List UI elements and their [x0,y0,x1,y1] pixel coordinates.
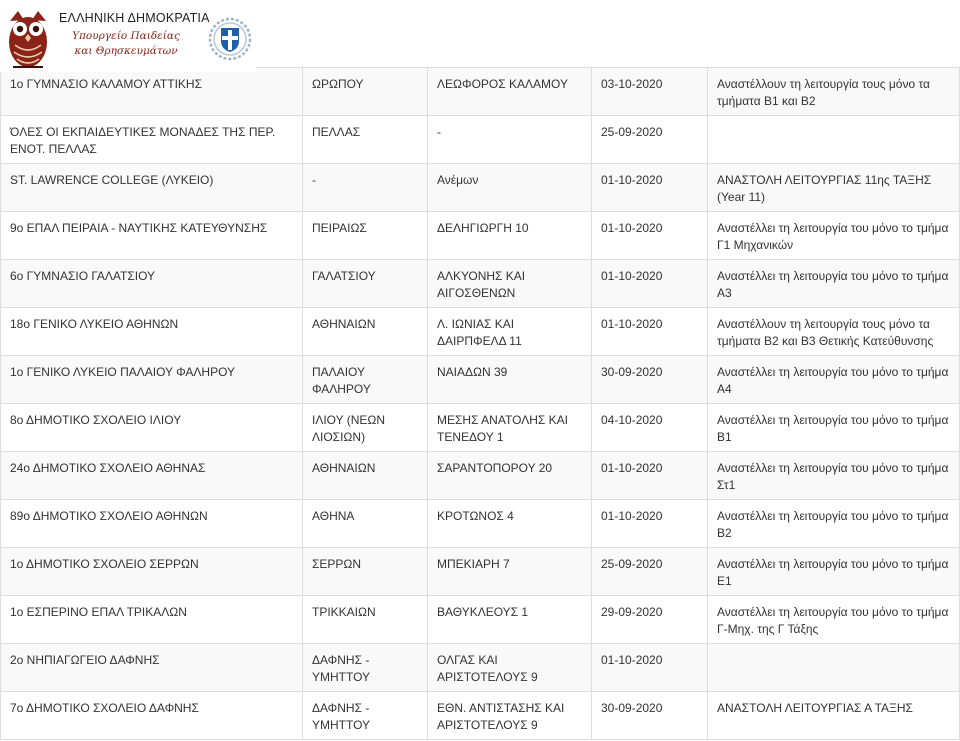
municipality-cell: ΠΑΛΑΙΟΥ ΦΑΛΗΡΟΥ [303,356,428,404]
municipality-cell: ΠΕΛΛΑΣ [303,116,428,164]
municipality-cell: ΑΘΗΝΑΙΩΝ [303,308,428,356]
note-cell: ΑΝΑΣΤΟΛΗ ΛΕΙΤΟΥΡΓΙΑΣ 11ης ΤΑΞΗΣ (Year 11) [708,164,960,212]
table-row [1,500,960,548]
table-row [1,164,960,212]
municipality-cell: - [303,164,428,212]
date-cell: 04-10-2020 [592,404,708,452]
municipality-cell: ΓΑΛΑΤΣΙΟΥ [303,260,428,308]
ministry-header [0,0,256,72]
note-cell: ΑΝΑΣΤΟΛΗ ΛΕΙΤΟΥΡΓΙΑΣ Α ΤΑΞΗΣ [708,692,960,740]
municipality-cell: ΣΕΡΡΩΝ [303,548,428,596]
table-row [1,596,960,644]
address-cell: ΟΛΓΑΣ ΚΑΙ ΑΡΙΣΤΟΤΕΛΟΥΣ 9 [428,644,592,692]
note-cell: Αναστέλλει τη λειτουργία του μόνο το τμήμα Β2 [708,500,960,548]
note-cell [708,116,960,164]
date-cell: 01-10-2020 [592,452,708,500]
table-row [1,356,960,404]
school-name-cell: 1ο ΓΥΜΝΑΣΙΟ ΚΑΛΑΜΟΥ ΑΤΤΙΚΗΣ [1,68,303,116]
date-cell: 30-09-2020 [592,692,708,740]
school-name-cell: 1ο ΔΗΜΟΤΙΚΟ ΣΧΟΛΕΙΟ ΣΕΡΡΩΝ [1,548,303,596]
note-cell: Αναστέλλει τη λειτουργία του μόνο το τμήμα Α3 [708,260,960,308]
date-cell: 01-10-2020 [592,500,708,548]
school-name-cell: 7ο ΔΗΜΟΤΙΚΟ ΣΧΟΛΕΙΟ ΔΑΦΝΗΣ [1,692,303,740]
address-cell: ΑΛΚΥΟΝΗΣ ΚΑΙ ΑΙΓΟΣΘΕΝΩΝ [428,260,592,308]
date-cell: 01-10-2020 [592,212,708,260]
date-cell: 01-10-2020 [592,308,708,356]
government-title: ΕΛΛΗΝΙΚΗ ΔΗΜΟΚΡΑΤΙΑ [59,11,210,25]
date-cell: 01-10-2020 [592,644,708,692]
school-name-cell: 1ο ΕΣΠΕΡΙΝΟ ΕΠΑΛ ΤΡΙΚΑΛΩΝ [1,596,303,644]
school-name-cell: 18ο ΓΕΝΙΚΟ ΛΥΚΕΙΟ ΑΘΗΝΩΝ [1,308,303,356]
school-name-cell: 2ο ΝΗΠΙΑΓΩΓΕΙΟ ΔΑΦΝΗΣ [1,644,303,692]
school-name-cell: 89ο ΔΗΜΟΤΙΚΟ ΣΧΟΛΕΙΟ ΑΘΗΝΩΝ [1,500,303,548]
address-cell: ΛΕΩΦΟΡΟΣ ΚΑΛΑΜΟΥ [428,68,592,116]
school-name-cell: 24ο ΔΗΜΟΤΙΚΟ ΣΧΟΛΕΙΟ ΑΘΗΝΑΣ [1,452,303,500]
municipality-cell: ΩΡΩΠΟΥ [303,68,428,116]
address-cell: ΝΑΙΑΔΩΝ 39 [428,356,592,404]
note-cell: Αναστέλλει τη λειτουργία του μόνο το τμήμα Ε1 [708,548,960,596]
address-cell: ΜΕΣΗΣ ΑΝΑΤΟΛΗΣ ΚΑΙ ΤΕΝΕΔΟΥ 1 [428,404,592,452]
date-cell: 30-09-2020 [592,356,708,404]
date-cell: 29-09-2020 [592,596,708,644]
note-cell: Αναστέλλουν τη λειτουργία τους μόνο τα τμήματα Β2 και Β3 Θετικής Κατεύθυνσης [708,308,960,356]
school-name-cell: 9ο ΕΠΑΛ ΠΕΙΡΑΙΑ - ΝΑΥΤΙΚΗΣ ΚΑΤΕΥΘΥΝΣΗΣ [1,212,303,260]
table-row [1,68,960,116]
ministry-line-1: Υπουργείο Παιδείας [72,30,180,42]
address-cell: ΔΕΛΗΓΙΩΡΓΗ 10 [428,212,592,260]
table-row [1,260,960,308]
address-cell: ΜΠΕΚΙΑΡΗ 7 [428,548,592,596]
note-cell: Αναστέλλει τη λειτουργία του μόνο το τμήμα Β1 [708,404,960,452]
ministry-name [67,29,185,59]
address-cell: ΣΑΡΑΝΤΟΠΟΡΟΥ 20 [428,452,592,500]
table-row [1,692,960,740]
address-cell: ΒΑΘΥΚΛΕΟΥΣ 1 [428,596,592,644]
note-cell: Αναστέλλει τη λειτουργία του μόνο το τμήμα Γ-Μηχ. της Γ Τάξης [708,596,960,644]
municipality-cell: ΔΑΦΝΗΣ - ΥΜΗΤΤΟΥ [303,644,428,692]
table-row [1,548,960,596]
table-row [1,644,960,692]
address-cell: - [428,116,592,164]
address-cell: Ανέμων [428,164,592,212]
date-cell: 25-09-2020 [592,548,708,596]
note-cell [708,644,960,692]
municipality-cell: ΠΕΙΡΑΙΩΣ [303,212,428,260]
municipality-cell: ΤΡΙΚΚΑΙΩΝ [303,596,428,644]
school-name-cell: 1ο ΓΕΝΙΚΟ ΛΥΚΕΙΟ ΠΑΛΑΙΟΥ ΦΑΛΗΡΟΥ [1,356,303,404]
municipality-cell: ΙΛΙΟΥ (ΝΕΩΝ ΛΙΟΣΙΩΝ) [303,404,428,452]
municipality-cell: ΑΘΗΝΑΙΩΝ [303,452,428,500]
note-cell: Αναστέλλει τη λειτουργία του μόνο το τμήμα Στ1 [708,452,960,500]
municipality-cell: ΔΑΦΝΗΣ - ΥΜΗΤΤΟΥ [303,692,428,740]
table-row [1,404,960,452]
address-cell: ΚΡΟΤΩΝΟΣ 4 [428,500,592,548]
greek-coat-of-arms-icon [208,17,252,61]
ministry-line-2: και Θρησκευμάτων [74,45,178,57]
table-row [1,212,960,260]
school-name-cell: 8ο ΔΗΜΟΤΙΚΟ ΣΧΟΛΕΙΟ ΙΛΙΟΥ [1,404,303,452]
school-name-cell: ΌΛΕΣ ΟΙ ΕΚΠΑΙΔΕΥΤΙΚΕΣ ΜΟΝΑΔΕΣ ΤΗΣ ΠΕΡ. ΕΝΟΤ. ΠΕΛΛΑΣ [1,116,303,164]
school-closures-table [0,67,960,740]
note-cell: Αναστέλλουν τη λειτουργία τους μόνο τα τμήματα Β1 και Β2 [708,68,960,116]
date-cell: 25-09-2020 [592,116,708,164]
school-name-cell: 6ο ΓΥΜΝΑΣΙΟ ΓΑΛΑΤΣΙΟΥ [1,260,303,308]
date-cell: 03-10-2020 [592,68,708,116]
note-cell: Αναστέλλει τη λειτουργία του μόνο το τμήμα Α4 [708,356,960,404]
address-cell: ΕΘΝ. ΑΝΤΙΣΤΑΣΗΣ ΚΑΙ ΑΡΙΣΤΟΤΕΛΟΥΣ 9 [428,692,592,740]
table-row [1,452,960,500]
date-cell: 01-10-2020 [592,164,708,212]
owl-logo-icon [3,7,53,71]
municipality-cell: ΑΘΗΝΑ [303,500,428,548]
table-row [1,116,960,164]
table-row [1,308,960,356]
school-name-cell: ST. LAWRENCE COLLEGE (ΛΥΚΕΙΟ) [1,164,303,212]
date-cell: 01-10-2020 [592,260,708,308]
address-cell: Λ. ΙΩΝΙΑΣ ΚΑΙ ΔΑΙΡΠΦΕΛΔ 11 [428,308,592,356]
note-cell: Αναστέλλει τη λειτουργία του μόνο το τμήμα Γ1 Μηχανικών [708,212,960,260]
